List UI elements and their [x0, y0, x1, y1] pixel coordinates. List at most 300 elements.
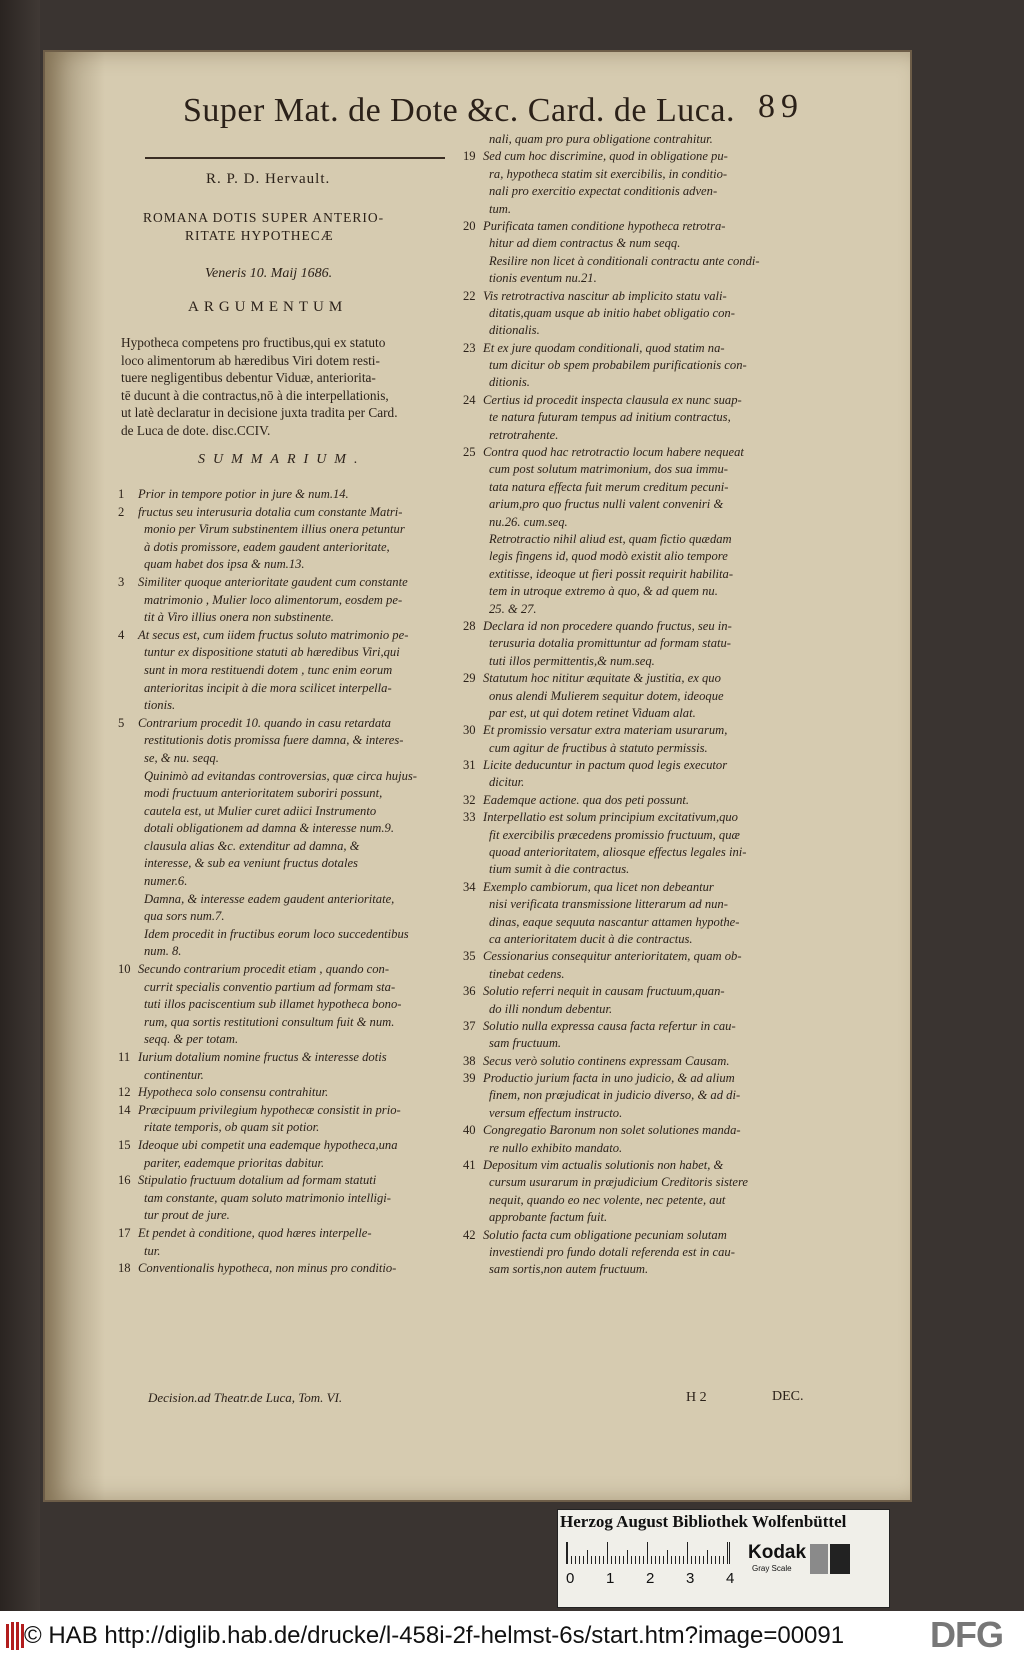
summary-line: [463, 131, 760, 148]
summary-line: [463, 461, 760, 478]
item-text: cum post solutum matrimonium, dos sua immu-: [489, 462, 728, 477]
item-number: 29: [463, 671, 476, 686]
ruler-tick: [591, 1556, 592, 1564]
ruler-tick: [567, 1542, 568, 1564]
ruler-tick: [635, 1556, 636, 1564]
summary-line: [463, 740, 760, 757]
summary-line: [463, 966, 760, 983]
summary-line: [463, 409, 760, 426]
item-number: 17: [118, 1225, 131, 1240]
item-text: tionis eventum nu.21.: [489, 271, 597, 286]
item-text: restitutionis dotis promissa fuere damna, & interes-: [144, 733, 404, 748]
summary-line: [118, 908, 417, 926]
item-text: tam constante, quam soluto matrimonio intelligi-: [144, 1190, 391, 1205]
summary-line: [118, 961, 417, 979]
ruler-tick: [687, 1542, 688, 1564]
summary-line: [463, 1105, 760, 1122]
ruler-tick: [615, 1556, 616, 1564]
summary-line: [118, 785, 417, 803]
ruler-tick: [659, 1556, 660, 1564]
item-text: ditionalis.: [489, 323, 540, 338]
item-text: Exemplo cambiorum, qua licet non debeantur: [483, 879, 714, 894]
item-text: extitisse, ideoque ut fieri possit requirit habilita-: [489, 566, 734, 581]
summary-line: [463, 270, 760, 287]
summary-line: [463, 1122, 760, 1139]
page-number: 89: [758, 88, 804, 125]
item-text: Præcipuum privilegium hypothecæ consistit in prio-: [138, 1102, 401, 1117]
item-text: sam fructuum.: [489, 1036, 562, 1051]
item-text: investiendi pro fundo dotali referenda est in cau-: [489, 1245, 735, 1259]
item-number: 24: [463, 392, 476, 407]
summary-line: [118, 644, 417, 662]
summary-line: [118, 715, 417, 733]
summary-line: [463, 496, 760, 513]
summary-line: [463, 479, 760, 496]
item-text: Et ex jure quodam conditionali, quod statim na-: [483, 340, 725, 355]
summary-line: [118, 979, 417, 997]
item-text: Et promissio versatur extra materiam usurarum,: [483, 723, 728, 738]
item-text: ditatis,quam usque ab initio habet obligatio con-: [489, 305, 735, 320]
ruler-tick: [579, 1556, 580, 1564]
summary-line: [463, 583, 760, 600]
argumentum-line: Hypotheca competens pro fructibus,qui ex statuto: [121, 335, 386, 350]
summary-line: [463, 1261, 760, 1278]
ruler-tick: [727, 1542, 728, 1564]
ruler-tick: [699, 1556, 700, 1564]
item-number: 41: [463, 1158, 476, 1173]
item-text: ritate temporis, ob quam sit potior.: [144, 1120, 320, 1135]
ruler-tick: [627, 1550, 628, 1564]
summary-line: [118, 1031, 417, 1049]
summary-line: [463, 1244, 760, 1261]
item-text: Sed cum hoc discrimine, quod in obligatione pu-: [483, 149, 728, 164]
summary-line: [118, 592, 417, 610]
item-text: sunt in mora restituendi dotem , tunc enim eorum: [144, 662, 393, 677]
summary-line: [463, 688, 760, 705]
item-number: 32: [463, 792, 476, 807]
item-text: tur.: [144, 1243, 161, 1258]
summary-line: [118, 768, 417, 786]
item-number: 28: [463, 618, 476, 633]
item-text: ditionis.: [489, 375, 530, 390]
item-text: fit exercibilis præcedens promissio fructuum, quæ: [489, 827, 740, 842]
summary-line: [118, 1102, 417, 1120]
summary-line: [463, 705, 760, 722]
item-number: 37: [463, 1018, 476, 1033]
item-number: 36: [463, 984, 476, 999]
item-text: tuti illos paciscentium sub illamet hypotheca bono-: [144, 997, 402, 1012]
scale-number: 1: [606, 1570, 615, 1587]
item-text: approbante factum fuit.: [489, 1210, 608, 1225]
decision-date: Veneris 10. Maij 1686.: [205, 266, 333, 281]
ruler-tick: [583, 1556, 584, 1564]
ruler-tick: [719, 1556, 720, 1564]
summary-line: [463, 879, 760, 896]
summary-line: [463, 914, 760, 931]
item-text: Solutio facta cum obligatione pecuniam solutam: [483, 1227, 727, 1242]
item-text: Depositum vim actualis solutionis non habet, &: [483, 1158, 724, 1173]
summary-line: [118, 697, 417, 715]
item-text: Conventionalis hypotheca, non minus pro conditio-: [138, 1261, 397, 1276]
argumentum-line: de Luca de dote. disc.CCIV.: [121, 422, 271, 438]
item-text: tinebat cedens.: [489, 966, 565, 981]
item-text: Congregatio Baronum non solet solutiones manda-: [483, 1123, 741, 1138]
summary-line: [118, 556, 417, 574]
item-text: Solutio referri nequit in causam fructuum,quan-: [483, 984, 725, 999]
item-number: 39: [463, 1071, 476, 1086]
summary-line: [463, 166, 760, 183]
summary-line: [118, 1084, 417, 1102]
summary-line: [463, 635, 760, 652]
item-text: tum.: [489, 201, 512, 216]
ruler-tick: [607, 1542, 608, 1564]
summary-line: [118, 1137, 417, 1155]
summary-line: [463, 288, 760, 305]
summary-line: [118, 1172, 417, 1190]
item-number: 34: [463, 879, 476, 894]
item-text: Quinimò ad evitandas controversias, quæ circa hujus-: [144, 768, 417, 783]
item-text: nali, quam pro pura obligatione contrahitur.: [489, 132, 713, 146]
summary-line: [463, 1157, 760, 1174]
catchword: DEC.: [772, 1389, 804, 1404]
summary-line: [463, 392, 760, 409]
summary-line: [463, 618, 760, 635]
item-number: 25: [463, 445, 476, 460]
summary-line: [118, 521, 417, 539]
summary-list-left: [118, 486, 417, 1278]
item-text: legis fingens id, quod modò existit alio tempore: [489, 549, 728, 564]
item-number: 4: [118, 627, 125, 642]
item-number: 1: [118, 487, 125, 501]
ruler-tick: [651, 1556, 652, 1564]
summary-line: [118, 1049, 417, 1067]
summary-line: [463, 201, 760, 218]
item-number: 38: [463, 1053, 476, 1068]
ruler-tick: [619, 1556, 620, 1564]
item-text: cautela est, ut Mulier curet adiici Instrumento: [144, 803, 377, 818]
summary-line: [463, 322, 760, 339]
item-text: ca anterioritatem ducit à die contractus.: [489, 931, 693, 946]
summary-line: [463, 1174, 760, 1191]
ruler-tick: [723, 1556, 724, 1564]
ruler-tick: [679, 1556, 680, 1564]
summary-line: [463, 148, 760, 165]
ruler-tick: [683, 1556, 684, 1564]
summary-line: [463, 653, 760, 670]
item-text: Solutio nulla expressa causa facta refertur in cau-: [483, 1018, 736, 1033]
ruler-tick: [575, 1556, 576, 1564]
item-number: 30: [463, 723, 476, 738]
summary-line: [118, 855, 417, 873]
item-text: nisi verificata transmissione litterarum ad nun-: [489, 897, 728, 912]
summary-line: [118, 1155, 417, 1173]
ruler-tick: [599, 1556, 600, 1564]
item-number: 33: [463, 810, 476, 825]
summary-line: [118, 504, 417, 522]
summary-line: [463, 1087, 760, 1104]
summary-line: [463, 774, 760, 791]
summary-line: [118, 943, 417, 961]
item-text: Purificata tamen conditione hypotheca retrotra-: [483, 218, 726, 233]
summary-line: [463, 1070, 760, 1087]
item-text: Vis retrotractiva nascitur ab implicito statu vali-: [483, 288, 727, 303]
summary-line: [463, 183, 760, 200]
summary-line: [463, 983, 760, 1000]
ruler-tick: [711, 1556, 712, 1564]
item-text: Contrarium procedit 10. quando in casu retardata: [138, 715, 391, 730]
item-text: tium sumit à die contractus.: [489, 862, 630, 877]
summary-line: [118, 574, 417, 592]
item-text: par est, ut qui dotem retinet Viduam alat.: [489, 705, 696, 720]
item-text: monio per Virum substinentem illius onera petuntur: [144, 522, 405, 537]
case-title-2: RITATE HYPOTHECÆ: [185, 228, 334, 243]
scale-number: 2: [646, 1570, 655, 1587]
item-number: 10: [118, 962, 131, 977]
item-text: numer.6.: [144, 874, 188, 889]
summary-line: [463, 1018, 760, 1035]
kodak-label: Kodak: [748, 1542, 807, 1563]
item-number: 3: [118, 574, 125, 589]
item-text: nu.26. cum.seq.: [489, 514, 568, 529]
argumentum-line: loco alimentorum ab hæredibus Viri dotem resti-: [121, 352, 380, 368]
gray-patch: [810, 1544, 828, 1574]
item-text: Productio jurium facta in uno judicio, & ad alium: [483, 1071, 735, 1086]
summary-line: [463, 218, 760, 235]
item-text: tum dicitur ob spem probabilem purificationis con-: [489, 358, 747, 373]
item-text: Eademque actione. qua dos peti possunt.: [483, 792, 690, 807]
source-url[interactable]: © HAB http://diglib.hab.de/drucke/l-458i-2f-helmst-6s/start.htm?image=00091: [24, 1622, 845, 1649]
ruler-tick: [595, 1556, 596, 1564]
summary-line: [463, 948, 760, 965]
ruler-tick: [639, 1556, 640, 1564]
ruler-tick: [707, 1550, 708, 1564]
book-edge: [0, 0, 40, 1663]
item-text: num. 8.: [144, 944, 182, 959]
summary-line: [118, 838, 417, 856]
item-number: 5: [118, 715, 125, 730]
dfg-logo: DFG: [930, 1614, 1003, 1655]
item-text: Stipulatio fructuum dotalium ad formam statuti: [138, 1173, 377, 1188]
ruler-tick: [667, 1550, 668, 1564]
item-number: 35: [463, 949, 476, 964]
summary-line: [118, 732, 417, 750]
summary-line: [118, 486, 417, 504]
ruler-tick: [623, 1556, 624, 1564]
summary-line: [463, 722, 760, 739]
item-text: clausula alias &c. extenditur ad damna, &: [144, 838, 360, 853]
item-text: Contra quod hac retrotractio locum habere nequeat: [483, 445, 744, 460]
item-text: 25. & 27.: [489, 601, 537, 616]
summary-line: [463, 1001, 760, 1018]
item-text: Ideoque ubi competit una eademque hypotheca,una: [138, 1137, 398, 1152]
summary-line: [463, 235, 760, 252]
item-text: Et pendet à conditione, quod hæres interpelle-: [138, 1225, 372, 1240]
item-text: anterioritas incipit à die mora scilicet interpella-: [144, 680, 392, 695]
item-text: Cessionarius consequitur anterioritatem, quam ob-: [483, 949, 742, 964]
item-text: tionis.: [144, 698, 176, 713]
summary-line: [118, 996, 417, 1014]
item-text: do illi nondum debentur.: [489, 1001, 613, 1016]
summary-line: [463, 548, 760, 565]
item-text: fructus seu interusuria dotalia cum constante Matri-: [138, 504, 403, 519]
item-number: 2: [118, 504, 125, 519]
ruler-tick: [603, 1556, 604, 1564]
item-text: Hypotheca solo consensu contrahitur.: [138, 1085, 329, 1100]
item-text: Similiter quoque anterioritate gaudent cum constante: [138, 574, 408, 589]
argumentum-text: [121, 334, 398, 439]
author-line: R. P. D. Hervault.: [206, 171, 331, 187]
scale-number: 3: [686, 1570, 695, 1587]
gray-scale-label: Gray Scale: [752, 1564, 792, 1573]
summary-line: [118, 1260, 417, 1278]
ruler-tick: [647, 1542, 648, 1564]
item-text: sam sortis,non autem fructuum.: [489, 1262, 649, 1277]
item-text: Idem procedit in fructibus eorum loco succedentibus: [144, 926, 409, 941]
summary-line: [118, 820, 417, 838]
item-text: ra, hypotheca statim sit exercibilis, in conditio-: [489, 166, 728, 181]
item-number: 14: [118, 1102, 131, 1117]
item-text: pariter, eademque prioritas dabitur.: [144, 1155, 325, 1170]
summary-line: [118, 1067, 417, 1085]
item-text: tit à Viro illius onera non substinente.: [144, 610, 334, 625]
item-text: arium,pro quo fructus nulli valent conveniri &: [489, 497, 724, 512]
item-text: currit specialis conventio partium ad formam sta-: [144, 979, 396, 994]
item-text: hitur ad diem contractus & num seqq.: [489, 236, 681, 251]
item-text: nali pro exercitio expectat conditionis adven-: [489, 184, 718, 199]
item-text: rum, qua sortis restitutioni consultum fuit & num.: [144, 1014, 395, 1029]
item-text: Certius id procedit inspecta clausula ex nunc suap-: [483, 392, 742, 407]
summary-line: [463, 514, 760, 531]
item-text: nequit, quando eo nec volente, nec petente, aut: [489, 1192, 726, 1207]
item-text: terusuria dotalia promittuntur ad formam statu-: [489, 636, 731, 651]
item-text: cursum usurarum in præjudicium Creditoris sistere: [489, 1175, 749, 1190]
summary-line: [463, 444, 760, 461]
item-text: tuti illos permittentis,& num.seq.: [489, 653, 655, 668]
ruler-tick: [611, 1556, 612, 1564]
summary-line: [118, 803, 417, 821]
item-text: tur prout de jure.: [144, 1208, 230, 1223]
summary-line: [463, 1140, 760, 1157]
item-text: cum agitur de fructibus à statuto permissis.: [489, 740, 708, 755]
summary-line: [118, 891, 417, 909]
item-text: finem, non præjudicat in judicio diverso, & ad di-: [489, 1088, 741, 1103]
item-text: se, & nu. seqq.: [144, 750, 219, 765]
summary-line: [463, 861, 760, 878]
summary-line: [118, 1190, 417, 1208]
summary-line: [118, 873, 417, 891]
summary-line: [463, 1227, 760, 1244]
ruler-tick: [675, 1556, 676, 1564]
summarium-heading: SUMMARIUM.: [198, 452, 366, 467]
item-text: Statutum hoc nititur æquitate & justitia, ex quo: [483, 671, 721, 686]
ruler-tick: [655, 1556, 656, 1564]
black-patch: [830, 1544, 850, 1574]
item-text: tata natura effecta fuit merum creditum pecuni-: [489, 479, 729, 494]
item-number: 42: [463, 1227, 476, 1242]
argumentum-line: tē ducunt à die contractus,nō à die interpellationis,: [121, 387, 389, 403]
summary-list-right: [463, 131, 760, 1279]
summary-line: [118, 1225, 417, 1243]
summary-line: [463, 757, 760, 774]
ruler-tick: [663, 1556, 664, 1564]
summary-line: [118, 926, 417, 944]
item-text: Iurium dotalium nomine fructus & interesse dotis: [138, 1050, 387, 1064]
argumentum-line: tuere negligentibus debentur Viduæ, anteriorita-: [121, 370, 376, 385]
ruler-tick: [703, 1556, 704, 1564]
summary-line: [463, 827, 760, 844]
summary-line: [118, 680, 417, 698]
summary-line: [463, 1192, 760, 1209]
running-title: Super Mat. de Dote &c. Card. de Luca.: [183, 92, 735, 129]
item-number: 12: [118, 1085, 131, 1100]
summary-line: [463, 340, 760, 357]
scale-number: 4: [726, 1570, 735, 1587]
summary-line: [463, 601, 760, 618]
summary-line: [118, 1243, 417, 1261]
ruler-tick: [695, 1556, 696, 1564]
summary-line: [463, 844, 760, 861]
item-text: te natura futuram tempus ad initium contractus,: [489, 410, 731, 425]
summary-line: [118, 1119, 417, 1137]
summary-line: [463, 531, 760, 548]
ruler-tick: [571, 1556, 572, 1564]
item-text: versum effectum instructo.: [489, 1105, 623, 1120]
summary-line: [463, 792, 760, 809]
summary-line: [118, 1014, 417, 1032]
volume-footer: Decision.ad Theatr.de Luca, Tom. VI.: [148, 1390, 343, 1405]
header-rule: [145, 157, 445, 159]
item-number: 20: [463, 218, 476, 233]
item-text: quoad anterioritatem, aliosque effectus legales ini-: [489, 845, 747, 860]
page-gutter-shadow: [45, 52, 105, 1500]
summary-line: [463, 931, 760, 948]
item-text: tem in utroque extremo à quo, & ad quem nu.: [489, 584, 718, 599]
item-number: 40: [463, 1123, 476, 1138]
target-title: Herzog August Bibliothek Wolfenbüttel: [560, 1512, 847, 1531]
summary-line: [463, 670, 760, 687]
item-text: Secus verò solutio continens expressam Causam.: [483, 1053, 730, 1068]
item-number: 31: [463, 758, 476, 773]
summary-line: [463, 1053, 760, 1070]
scale-ruler: [566, 1542, 730, 1564]
argumentum-heading: ARGUMENTUM: [188, 299, 348, 315]
summary-line: [118, 539, 417, 557]
item-text: Secundo contrarium procedit etiam , quando con-: [138, 962, 390, 977]
summary-line: [118, 1207, 417, 1225]
item-number: 18: [118, 1261, 131, 1276]
item-text: Damna, & interesse eadem gaudent anterioritate,: [144, 891, 395, 906]
summary-line: [463, 253, 760, 270]
item-text: Prior in tempore potior in jure & num.14.: [138, 487, 349, 501]
item-text: Declara id non procedere quando fructus, seu in-: [483, 618, 732, 633]
item-text: dinas, eaque sequuta nascantur attamen hypothe-: [489, 914, 740, 929]
item-number: 16: [118, 1173, 131, 1188]
item-text: At secus est, cum iidem fructus soluto matrimonio pe-: [138, 627, 409, 642]
item-text: dotali obligationem ad damna & interesse num.9.: [144, 821, 394, 836]
summary-line: [118, 662, 417, 680]
summary-line: [118, 750, 417, 768]
summary-line: [463, 1035, 760, 1052]
item-text: seqq. & per totam.: [144, 1032, 239, 1047]
item-number: 19: [463, 149, 476, 164]
scale-number: 0: [566, 1570, 575, 1587]
ruler-tick: [671, 1556, 672, 1564]
argumentum-line: ut latè declaratur in decisione juxta tradita per Card.: [121, 405, 398, 420]
summary-line: [118, 609, 417, 627]
item-text: qua sors num.7.: [144, 909, 225, 924]
summary-line: [463, 1209, 760, 1226]
summary-line: [463, 427, 760, 444]
